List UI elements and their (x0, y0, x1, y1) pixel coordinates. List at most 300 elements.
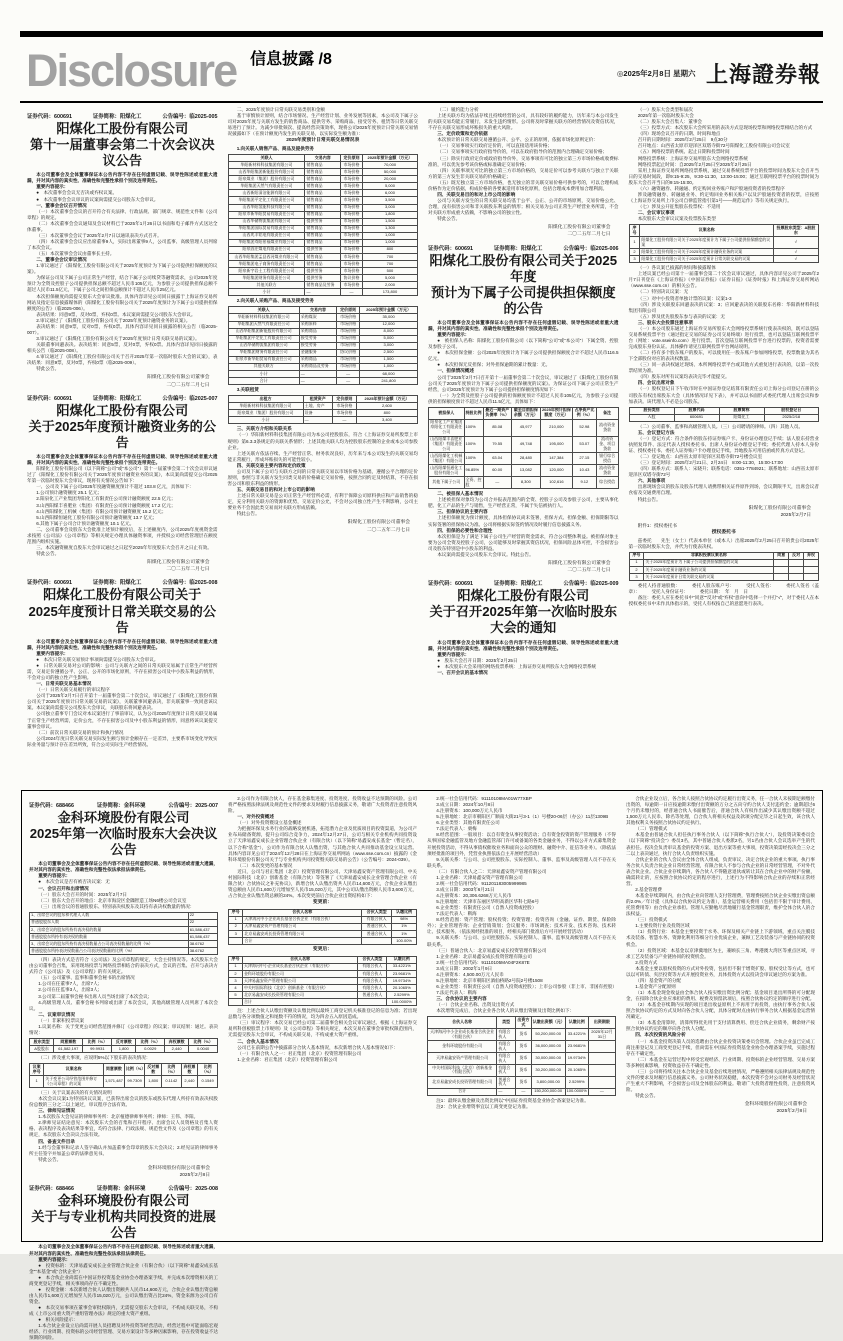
table-cell: 北京易鑫安成长投资管理有限公司 (242, 992, 357, 999)
table-cell: 有限合伙人 (358, 985, 387, 992)
section-heading: 一、董事会会议召开情况 (36, 202, 87, 208)
table-cell: 3,000 (360, 342, 418, 349)
table-cell: 600691 (674, 414, 719, 421)
table-row (30, 926, 218, 933)
table-cell: 市场价格 (341, 246, 363, 253)
paragraph: （一）交易事项实行政府定价的，可以直接适用该价格； (437, 143, 553, 149)
paragraph: ● 本次股东大会采用的网络投票系统：上海证券交易所股东大会网络投票系统 (437, 663, 597, 669)
paragraph: 2025年第一次临时股东大会 (637, 113, 694, 119)
table-header-cell: 同意 (774, 552, 789, 559)
table-row (428, 1088, 616, 1095)
table-cell: 1,000 (362, 239, 417, 246)
table-cell: 1,500 (362, 218, 417, 225)
paragraph: 网络投票系统：上海证券交易所股东大会网络投票系统 (637, 155, 748, 161)
section-heading: 四、担保的必要性和合理性 (437, 527, 493, 533)
table-cell: 金科环境股份有限公司 (428, 1041, 497, 1053)
table-cell: 147,384 (540, 453, 572, 465)
table-cell: 2 (629, 249, 640, 256)
paragraph: 2.基金管理费 (635, 886, 662, 892)
table-cell: 普通股股东所持表决权数量占公司表决权数量的比例（%） (30, 948, 189, 955)
table-row (30, 1076, 218, 1088)
table-header-cell: 序号 (629, 552, 644, 559)
paragraph: 3.成立日期：2024年10月8日 (436, 802, 495, 808)
paragraph: （三）投票方式：本次股东大会所采用的表决方式是现场投票和网络投票相结合的方式 (637, 125, 813, 131)
data-table (228, 154, 419, 296)
table-cell: 销售商品 (305, 232, 341, 239)
table-row (228, 176, 418, 183)
paragraph: 4.注册资本：4,500.00万元人民币 (436, 971, 504, 977)
table-cell: 市场价格 (341, 268, 363, 275)
table-row (30, 941, 218, 948)
paragraph: 5.注册地址：北京市朝阳区广顺南大街21号3-1（1）号楼20-06层（办公）11层1309B (436, 814, 609, 820)
table-header-cell: 认缴比例 (565, 1017, 588, 1029)
table-row (228, 370, 418, 377)
table-cell: 100% (464, 419, 483, 436)
table-cell: 有限合伙人 (358, 963, 387, 970)
table-cell: 19.9734% (565, 1053, 588, 1065)
table-cell: 有限合伙人 (362, 916, 392, 923)
section-heading: 一、担保情况概述 (437, 368, 474, 374)
table-cell (789, 566, 804, 573)
table-cell: 有限合伙人 (497, 1041, 516, 1053)
paragraph: 1.议案名称：关于变更公司经营范围并修订《公司章程》的议案；审议结果：通过。表决情况： (29, 1023, 218, 1035)
table-header-cell: 出租方 (228, 396, 303, 403)
table-header-cell: 交易内容 (305, 155, 341, 162)
paragraph: 表决结果：同意9票，反对0票，弃权0票。本议案尚需提交公司股东大会审议。 (36, 311, 196, 317)
paragraph: 本基金存续期间内，由合伙企业向管理人支付管理费，管理费按照合伙企业实缴出资总额的2.0%／年计提（具体以合伙协议约定为准），基金运营相关费用（包括但不限于审计费用、托管费用等）由合伙企业承担。管理人应勤勉尽责地履行基金管理职责，维护全体合伙人的合法权益。 (626, 893, 815, 917)
table-cell: 销售商品 (305, 169, 341, 176)
announcement-code-line (27, 394, 218, 402)
paragraph: 二、公司董事会及股东大会批准上述预计额度后，在上述额度内，公司2025年度视资金需求按照《公司法》《公司章程》等相关规定办理具体融资事项，并授权公司经营管理层在额度范围内组织实施。 (27, 526, 218, 544)
table-cell: 设备 (303, 410, 332, 417)
table-row (229, 977, 417, 984)
table-row (228, 197, 418, 204)
section-heading: 三、担保协议的主要内容 (437, 509, 488, 515)
paragraph: 上述日常关联交易是公司正常生产经营所必需，有利于保障公司原料供应和产品销售的稳定，充分利用关联方的资源和优势，交易定价公允，不会对公司独立性产生不利影响，公司主要业务不会因此类交易而对关联方形成依赖。 (227, 493, 418, 511)
table-header-cell: 最近一期资产负债率（%） (483, 407, 511, 419)
table-cell: 49,748 (511, 436, 540, 453)
news-column-2 (228, 796, 417, 1236)
table-cell: 华阳新材料科技集团有限公司 (228, 314, 299, 321)
table-cell (804, 574, 819, 581)
table-cell: 销售商品 (305, 183, 341, 190)
table-cell: 合计 (243, 938, 362, 945)
paragraph: 阳煤化工股份有限公司（以下简称“公司”或“本公司”）第十一届董事会第二十次会议审议通过了《阳煤化工股份有限公司关于2025年度预计融资业务的议案》，本议案尚需提交公司2025年第一次临时股东大会审议，现将有关情况公告如下： (27, 466, 218, 484)
section-heading: 四、会议出席对象 (637, 380, 675, 386)
paragraph: ● 本次董事会会议审议的议案尚需提交公司股东大会审议。 (36, 196, 159, 202)
table-cell: — (303, 417, 332, 424)
table-header-cell: 备注 (596, 407, 618, 419)
table-cell: 华阳新材料科技集团有限公司 (228, 403, 303, 410)
table-cell: 210,000 (540, 419, 572, 436)
paragraph: 备注：委托人应在委托书中“同意”“反对”或“弃权”意向中选择一个并打“√”，对于委托人在本授权委托书中未作具体指示的，受托人有权按自己的意愿进行表决。 (628, 595, 819, 607)
table-cell: 市场价格 (337, 321, 360, 328)
paragraph: （2）本基金存续期内实现的项目退出收益原则上不再用于再投资，由执行事务合伙人按照合伙协议约定的方式及时向各合伙人分配，具体分配时点由执行事务合伙人根据基金运营情况确定。 (626, 1002, 815, 1020)
section-heading: 四、关联交易主要内容和定价政策 (236, 462, 306, 468)
table-cell: 99.7309 (124, 1076, 145, 1088)
paragraph: 特此公告。 (36, 366, 60, 372)
paragraph: 基于审慎预计原则，结合市场情况、生产经营计划、业务发展等因素，本公司及下属子公司对2025年度与关联方发生的销售商品、提供劳务、采购商品、接受劳务、租赁等日常关联交易进行了预计。为减少审批频次、提高经营决策效率，现将公司2025年度预计日常关联交易情况披露如下（在预计额度内发生的关联交易，以实际发生额为准）： (227, 113, 418, 137)
section-heading: 三、合伙协议的主要内容 (436, 996, 487, 1002)
table-cell (774, 566, 789, 573)
paragraph: ● 股东大会召开日期：2025年2月25日 (437, 657, 518, 663)
paragraph: 4.高级管理人员、董事会秘书列席或出席了本次会议，其他高级管理人员列席了本次会议。 (29, 999, 218, 1011)
table-cell: 79.55 (483, 436, 511, 453)
table-cell: 3,800,000.00 (531, 1076, 565, 1088)
table-cell: 1、出席会议的股东和代理人人数 (30, 912, 189, 919)
table-cell: 市场价格 (332, 403, 356, 410)
table-cell: — (337, 378, 360, 385)
table-cell: 流动资金、项目贷款 (596, 436, 618, 453)
table-cell: 100% (464, 453, 483, 465)
table-cell: 2025/2/18 (764, 414, 819, 421)
table-cell: 8,000 (360, 328, 418, 335)
paragraph: 公司及下属子公司与关联方之间的日常关联交易以市场价格为基础，遵循公平合理的定价原则，参照与非关联方发生同类交易的价格确定交易价格，按照合同约定及时结算，不存在损害公司和股东利益的情形。 (227, 468, 418, 486)
table-cell: 33.4221% (565, 1029, 588, 1041)
table-header-cell: 议案序号 (30, 1064, 44, 1076)
paragraph: 5.注册地址：天津市东丽区华明高新区华科七路6号 (436, 899, 540, 905)
paragraph: 涉及融资融券、转融通业务、约定购回业务相关账户以及沪股通投资者的投票，应按照《上海证券交易所上市公司自律监管指引第1号——规范运作》等有关规定执行。 (628, 191, 819, 203)
paragraph: 1.企业名称：天津易鑫安资产管理有限公司 (436, 874, 523, 880)
news-column-4 (626, 796, 815, 1236)
table-cell: 华阳集团寿阳景福煤业有限公司 (228, 239, 305, 246)
table-row (229, 970, 417, 977)
table-row (30, 933, 218, 940)
paragraph: ● 本次担保无反担保；对外担保逾期的累计数量：无。 (437, 362, 551, 368)
table-row (429, 453, 619, 465)
table-cell: 2,600 (357, 403, 418, 410)
table-cell: 阳煤化工股份有限公司关于2025年度预计融资业务的议案 (640, 249, 773, 256)
table-cell: 金融服务 (299, 349, 336, 356)
table-header-row (30, 1064, 218, 1076)
table-cell: 800 (362, 246, 417, 253)
table-cell: 销售商品 (305, 176, 341, 183)
table-cell: 1 (229, 963, 243, 970)
table-cell: 3,400 (357, 417, 418, 424)
paragraph: （五）既无独立第三方市场价格，也无独立的非关联交易价格可供参考的，可以合理构成价格作为定价依据，构成价格的各要素适用市场化原则，包括合理成本费用加合理利润。 (428, 179, 619, 191)
table-header-cell: 出资期限 (588, 1017, 615, 1029)
paragraph: 1.审议通过了《阳煤化工股份有限公司关于2025年度预计为下属子公司提供担保额度的议案》。 (27, 263, 218, 275)
paragraph: （五）涉及优先股股东参与表决的议案：无 (637, 313, 725, 319)
table-cell: 2,440 (181, 1076, 198, 1088)
table-cell: 20.1065% (387, 985, 417, 992)
code-part: 证券代码：600691 (27, 580, 72, 587)
paragraph: 本次股东大会审议议案及投票股东类型 (637, 216, 716, 222)
paragraph: （三）登记时间：2025年2月21日、2月24日 8:00-11:30，15:00-17:00 (637, 460, 783, 466)
table-cell: 货币 (515, 1029, 531, 1041)
signature: 阳煤化工股份有限公司董事会 二〇二五年二月七日 (548, 560, 611, 574)
paragraph: 2.律师见证结论意见：本次股东大会的召集和召开程序、出席会议人员资格及召集人资格、表决程序及表决结果等事宜，均符合法律、行政法规、规范性文件及《公司章程》的有关规定，本次股东大会决议合法有效。 (29, 1120, 218, 1138)
table-cell: 销售商品 (305, 162, 341, 169)
table-cell: 1,500 (360, 356, 418, 363)
section-heading: 二、合伙人基本情况 (237, 1038, 279, 1044)
table-cell: 山西兆丰铝电有限责任公司 (228, 232, 305, 239)
code-part: 公告编号：临2025-005 (162, 114, 218, 120)
table-cell: 华阳集团天然气有限责任公司 (228, 183, 305, 190)
section-heading: 本公司董事会及全体董事保证本公告内容不存在任何虚假记载、误导性陈述或者重大遗漏，并对其内容的真实性、准确性和完整性承担个别及连带责任。 (428, 319, 619, 331)
table-cell: 市场价格 (341, 204, 363, 211)
table-row (428, 1029, 616, 1041)
table-header-cell: 2025年预计担保额度（万元） (541, 407, 571, 418)
table-cell: 天津易鑫安资产管理有限公司 (242, 977, 357, 984)
table-cell: 70,000 (362, 162, 417, 169)
paragraph: （3）本基金清算时，清算所得优先用于支付清算费用、偿还合伙企业债务，剩余财产按照合伙协议约定的顺序向各合伙人分配。 (626, 1020, 815, 1032)
code-part: 证券简称：金科环境 (96, 1186, 146, 1193)
paragraph: 3.审议通过了《阳煤化工股份有限公司关于2025年度预计日常关联交易的议案》。 (36, 335, 200, 341)
table-header-cell: 合伙人名称 (428, 1017, 497, 1029)
table-cell: 98% (392, 916, 417, 923)
table-cell: 2.5299% (565, 1076, 588, 1088)
table-cell: 销售商品及劳务 (305, 282, 341, 289)
table-header-cell: 合伙人名称 (242, 956, 357, 963)
table-cell: 9.12 (572, 477, 596, 489)
signature: 阳煤化工股份有限公司董事会 2025年2月7日 (748, 505, 811, 518)
table-header-cell: 股东类型 (30, 1038, 54, 1045)
section-heading: 一、日常关联交易基本情况 (36, 681, 92, 687)
paragraph: 1.主要投资行业及投资区域 (635, 923, 690, 929)
table-header-cell: 弃权 (804, 552, 819, 559)
data-table (228, 909, 417, 945)
paragraph: 召开地点：山西省太原市迎泽区双塔寺街72号阳煤化工股份有限公司会议室 (637, 143, 790, 149)
section-heading: 1.向关联人销售产品、商品及提供劳务 (236, 146, 315, 152)
paragraph: ● 本次董事会会议无否决或弃权议案。 (36, 190, 118, 196)
paragraph: 4.注册资本：20,306.6268万元人民币 (436, 893, 512, 898)
table-cell: 合计 (228, 378, 299, 385)
announcement-code-line (29, 1184, 218, 1192)
paragraph: 为把握环保及水务行业的战略发展机遇，拓宽潜力企业及优质项目的投资渠道，为公司产业布局储备资源，提升公司综合竞争力，2024年12月27日，公司与相关专业机构共同投资设立了天津易鑫安成长企业管理合伙企业（有限合伙）（以下简称“易鑫安成长基金”（暂定名），以下合称“基金”），公司作为有限合伙人认缴出资，与其他合伙人共同推动基金设立及运营。具体内容详见公司于2024年12月28日在上海证券交易所网站（www.sse.com.cn）披露的《金科环境股份有限公司关于与专业机构共同投资暨关联交易的公告》（公告编号：2024-039）。 (228, 826, 417, 862)
paragraph: 注2：合伙企业增资事宜以工商变更登记为准。 (436, 1104, 531, 1109)
table-header-cell: 反对票数 (145, 1064, 162, 1076)
announcement-title: 金科环境股份有限公司 2025年第一次临时股东大会决议公告 (29, 810, 218, 858)
paragraph: （三）公司将持续关注本合伙企业及基金后续进展情况，严格遵照相关法律法规及规范性文件的要求及时履行信息披露义务。公司财务状况稳健，本次投资不会对公司财务及经营状况产生重大不利影响，不会损害公司及全体股东的利益。敬请广大投资者理性投资，注意投资风险。 (626, 1068, 815, 1092)
paragraph: 1.本合伙企业设立后尚需开展人员招聘及对外投资等经营活动，经营过程中可能面临宏观经济、行业周期、投资标的公司经营管理、交易方案设计等多种因素影响，存在投资收益不达预期的风险。 (29, 1323, 218, 1341)
table-row (30, 919, 218, 926)
masthead-right (617, 58, 821, 89)
table-cell: 13,082 (511, 465, 540, 477)
table-header-cell: 关联人 (228, 155, 305, 162)
table-cell: 流动资金贷款 (596, 465, 618, 477)
table-cell: 85.08 (483, 419, 511, 436)
news-column-4 (629, 107, 820, 784)
table-cell: 100.0000% (566, 1088, 587, 1094)
paragraph: 二、2025年度预计日常关联交易类别和金额 (236, 107, 326, 112)
table-row (228, 246, 418, 253)
table-cell: 市场价格 (341, 183, 363, 190)
table-cell: 中关村国际科技（北京）创新基金（有限合伙） (242, 985, 357, 992)
table-cell: 1,000 (360, 363, 418, 370)
section-heading: 三、定价政策和定价依据 (437, 131, 488, 137)
section-heading: 一、召开会议的基本情况 (437, 669, 488, 675)
table-cell: 53.07 (572, 436, 596, 453)
table-header-cell: 合伙人类型 (358, 956, 387, 963)
table-header-cell: 出资方式 (517, 1016, 530, 1027)
table-header-cell: 类型 (497, 1017, 516, 1029)
section-heading: 重要内容提示： (38, 873, 71, 879)
table-cell: 货币 (515, 1065, 531, 1077)
table-cell: 阳泉新宇岩土工程有限责任公司 (228, 268, 305, 275)
table-cell: 阳煤化工 (719, 414, 764, 421)
table-cell: 150,200,000.00 (531, 1088, 565, 1095)
table-cell: 市场价格 (341, 169, 363, 176)
table-cell: — (588, 1088, 615, 1095)
table-cell: 土地、房产 (303, 403, 332, 410)
table-cell: 销售商品 (305, 261, 341, 268)
table-cell: 173,800 (362, 289, 417, 296)
table-cell: 2 (229, 970, 243, 977)
paragraph: （一）非累积投票议案 (38, 1017, 85, 1023)
bottom-announcements-band (21, 790, 823, 1341)
table-cell: 小计 (228, 370, 299, 377)
table-header-row (629, 407, 819, 414)
paragraph: 特此公告。 (36, 551, 60, 556)
paragraph: 上述担保额度为预计额度，具体担保协议尚未签署，担保方式、担保金额、担保期限等以实际签署的担保协议为准。公司将根据实际签约情况及时履行信息披露义务。 (428, 515, 619, 527)
table-cell: 3 (229, 977, 243, 984)
table-row (228, 162, 418, 169)
table-header-row (228, 307, 418, 314)
table-row (228, 183, 418, 190)
paragraph: （三）除实行政府定价或政府指导价外，交易事项有可比的独立第三方市场价格或收费标准的，可以优先参考该价格或标准确定交易价格； (428, 155, 619, 167)
table-cell: 0.1142 (162, 1076, 182, 1088)
paragraph: （三）关于议案表决的有关情况说明 (38, 1090, 112, 1096)
table-header-cell: 序号 (629, 225, 640, 237)
paragraph: 合伙企业的合伙人会议由全体合伙人组成，负责审议、决定合伙企业的重大事项。执行事务合伙人负责合伙企业日常经营管理，有限合伙人不参与合伙企业的日常经营管理，不对外代表合伙企业。合伙企业存续期内，各合伙人不得随意退伙或转让其在合伙企业中的财产份额，确需转让的，应按照合伙协议约定的程序进行，上述行为不得影响合伙企业的存续和正常经营。 (626, 856, 815, 886)
paragraph: 1.企业名称：君正集团（北京）投资管理有限公司 (237, 1056, 338, 1062)
section-heading: 重要内容提示： (437, 332, 470, 338)
paragraph: 4.山西阳煤化工机械（集团）有限公司预计融资额度 15.2 亿元； (36, 508, 167, 514)
table-cell: 普通合伙人 (362, 930, 392, 937)
table-cell: 2,440 (165, 1046, 189, 1053)
paragraph: 1.本次股东大会见证的律师事务所：北京植德律师事务所；律师：王伟、李阳。 (38, 1114, 199, 1120)
table-cell: 3,500 (362, 197, 417, 204)
table-cell: 市场价格 (341, 197, 363, 204)
table-cell: 3 (629, 256, 640, 263)
table-header-cell: 序号 (229, 956, 243, 963)
table-cell: 市场价格 (337, 314, 360, 321)
paragraph: （五）公司董事、监事和董事会秘书的出席情况 (38, 975, 135, 981)
table-cell: 华阳集团财务有限责任公司 (228, 275, 305, 282)
paragraph: 9.关联关系：与公司、公司控股股东、实际控制人、董事、监事及高级管理人员不存在关联关系。 (427, 856, 616, 868)
table-row (429, 436, 619, 453)
table-cell: 山西华阳集团盂县西河煤业有限公司 (228, 253, 305, 260)
announcement-code-line (27, 578, 218, 586)
data-table (29, 1063, 218, 1088)
table-cell: 市场价格 (341, 176, 363, 183)
table-cell: — (483, 477, 511, 489)
table-cell: 2、出席会议的股东所持有表决权的数量 (30, 926, 189, 933)
table-cell: 27.15 (572, 453, 596, 465)
table-cell (229, 938, 243, 945)
section-heading: 本公司董事会及全体董事保证公告内容不存在任何虚假记载、误导性陈述或者重大遗漏，并对其内容的真实性、准确性和完整性依法承担法律责任。 (29, 1244, 218, 1256)
table-cell: 700 (362, 261, 417, 268)
table-cell: 1,000 (362, 232, 417, 239)
table-cell: 山西新阳清洁能源有限公司 (228, 190, 305, 197)
paragraph: （二）涉及重大事项，应说明5%以下股东的表决情况： (38, 1055, 151, 1061)
table-cell (588, 1076, 615, 1088)
table-header-cell: 定价原则 (332, 396, 356, 403)
table-row (428, 1053, 616, 1065)
table-cell: 195,000 (540, 436, 572, 453)
table-cell: 3 (629, 574, 644, 581)
paragraph: 7.法定代表人：靳海 (436, 990, 477, 995)
section-heading: 本公司董事会及全体董事保证本公告内容不存在任何虚假记载、误导性陈述或者重大遗漏，并对其内容的真实性、准确性和完整性承担个别及连带责任。 (27, 454, 218, 466)
code-part: 证券代码：688466 (29, 803, 74, 809)
paragraph: 本次增资完成后，合伙企业各合伙人的认缴出资额及出资比例如下： (436, 1008, 575, 1014)
table-cell: 小计 (228, 289, 305, 296)
table-cell: 33.4221% (387, 963, 417, 970)
code-part: 公告编号：临2025-008 (162, 580, 218, 587)
top-rule (20, 31, 823, 37)
table-row (228, 253, 418, 260)
paragraph: （二）履约能力分析 (437, 107, 479, 112)
paragraph: ● 本次会议是否有被否决议案：无 (38, 879, 110, 885)
table-cell: — (341, 289, 363, 296)
table-row (629, 566, 819, 573)
table-header-cell: 股票简称 (719, 407, 764, 414)
table-cell (789, 559, 804, 566)
table-cell: 市场价格 (341, 239, 363, 246)
table-header-cell: 租赁资产 (303, 396, 332, 403)
table-cell: 3 (229, 930, 243, 937)
paragraph: （一）对外投资暨设立基金概述 (237, 820, 302, 826)
table-header-row (629, 225, 819, 237)
paragraph: （2）投资区域：本基金以京津冀地区为主，兼顾长三角、粤港澳大湾区等重点区域，寻求工艺及装备与产业链协同的投资机会。 (626, 947, 815, 959)
paragraph: 上述关联方均为依法存续且持续经营的公司，具有较好的履约能力，历年来与本公司发生的关联交易均能正常履行，未发生违约情形。公司将及时掌握关联方的经营情况及资信状况，不存在关联交易形成坏账损失的重大风险。 (428, 113, 619, 131)
table-cell: 20.1065% (565, 1065, 588, 1077)
table-cell: 8,300 (511, 477, 540, 489)
table-header-cell: 比例（%） (136, 1038, 165, 1045)
table-cell: 普通合伙人 (497, 1076, 516, 1088)
table-cell: 销售商品 (305, 190, 341, 197)
table-row (629, 249, 819, 256)
table-header-cell: 占净资产比例（%） (574, 407, 595, 418)
paragraph: 8.经营范围：一般项目：以自有资金从事投资活动；自有资金投资的资产管理服务（不得从事国家金融监管及地方金融监管部门许可或备案的各类金融业务，不得以公开方式募集资金开展投资活动，不得从事债权催收业务和面向公众的理财、融资中介、征信等业务）。（除依法须经批准的项目外，凭营业执照依法自主开展经营活动） (427, 832, 616, 856)
table-cell (774, 559, 789, 566)
table-cell: 1,800 (145, 1076, 162, 1088)
paragraph: 本次会议议案1为特别决议议案，已获得出席会议的股东或股东代理人所持有效表决权股份总数的三分之二以上通过，审议程序合法有效。 (29, 1096, 218, 1108)
paragraph: ● 被担保人名称：阳煤化工股份有限公司（以下简称“公司”或“本公司”）下属全资、控股及参股子公司。 (428, 338, 619, 350)
table-cell: 阳煤化工股份有限公司关于2025年度预计为下属子公司提供担保额度的议案 (640, 237, 773, 249)
table-cell: 22 (188, 919, 217, 926)
table-cell: 全资、控股 (465, 476, 482, 487)
table-header-cell: 关联人 (228, 307, 299, 314)
table-cell (774, 574, 789, 581)
paragraph: （四）联系方式：联系人：宋晓升；联系电话：0351-7784921；联系地址：山西省太原市迎泽区双塔寺街72号 (628, 466, 819, 478)
paragraph: 本次担保是为了满足下属子公司生产经营的资金需求，符合公司整体利益。被担保对象主要为公司全资及控股子公司，公司能够及时掌握其资信状况，担保风险总体可控，不会损害公司及股东特别是中小股东的利益。 (428, 533, 619, 551)
paragraph: 公司与关联方发生的日常关联交易均基于公平、公正、公开的市场原则，交易价格公允、合理，没有损害公司和非关联股东利益的情形；相关交易为公司正常生产经营业务所需，不会对关联方形成重大依赖，不影响公司的独立性。 (428, 197, 619, 216)
section-heading: 三、律师见证情况 (38, 1108, 75, 1114)
signature: 阳煤化工股份有限公司董事会 二〇二五年二月七日 (347, 520, 410, 533)
table-cell: 华阳新材料科技集团有限公司 (228, 162, 305, 169)
table-cell: 700 (362, 253, 417, 260)
data-table (629, 224, 820, 263)
table-header-cell: 反对票数 (112, 1038, 136, 1045)
table-cell: 提供劳务 (305, 275, 341, 282)
table-cell (588, 1065, 615, 1077)
table-cell: 市场价格 (341, 232, 363, 239)
table-cell: 23.9681% (565, 1041, 588, 1053)
signature: 金科环境股份有限公司董事会 2025年2月8日 (744, 1102, 807, 1115)
table-cell: 北京易鑫安成长投资管理有限公司 (243, 930, 362, 937)
table-cell: 小计 (228, 417, 303, 424)
paragraph: ● 日常关联交易对公司的影响：公司与关联方之间的日常关联交易属于正常生产经营所需，交易定价遵循公平、公正、公开的市场化原则，不存在损害公司及中小股东利益的情形，不会对公司的独立性产生影响。 (27, 662, 218, 681)
paragraph: （二）本次董事会会议通知及会议材料已于2025年1月26日以书面和电子邮件方式送达全体董事。 (27, 220, 218, 232)
paragraph: （二）持有多个股东账户的股东，可以使用任一股东账户参加网络投票，投票数量为其名下全部股份对应的表决权数量。 (628, 350, 819, 362)
table-header-cell: 定价原则 (341, 155, 363, 162)
data-table (629, 552, 820, 581)
announcement-code-line (27, 112, 218, 120)
table-cell: 50,200,000.00 (531, 1029, 565, 1041)
paragraph: 附件1：授权委托书 (637, 522, 677, 528)
